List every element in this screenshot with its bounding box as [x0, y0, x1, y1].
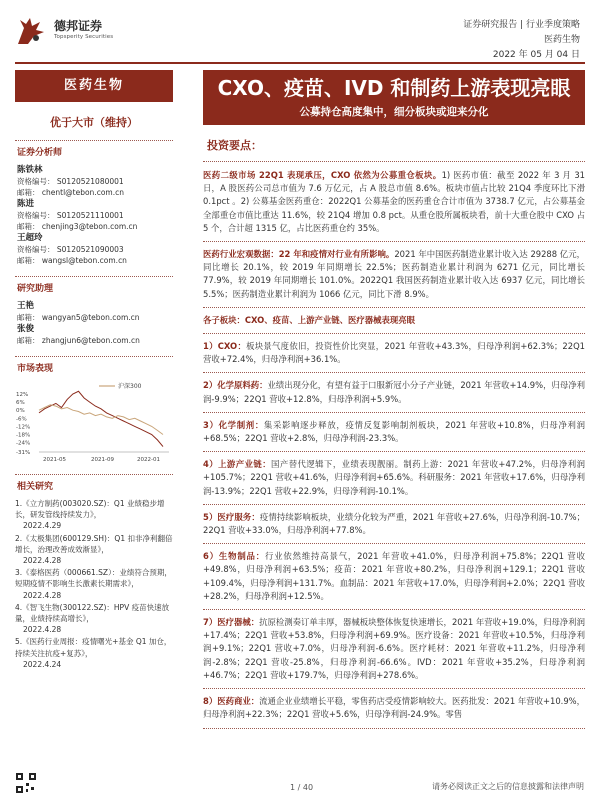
- paragraph-lead: 5）医疗服务：: [203, 511, 260, 522]
- paragraph: [203, 419, 585, 452]
- x-tick-label: 2022-01: [137, 457, 160, 463]
- report-type: 证券研究报告 | 行业季度策略: [463, 20, 580, 30]
- y-tick-label: 12%: [16, 392, 29, 398]
- paragraph-lead: 7）医疗器械：: [203, 617, 260, 628]
- related-text: 4.《智飞生物(300122.SZ)：HPV 疫苗快速放量，业绩持续高增长》，: [15, 602, 170, 624]
- paragraph: [203, 458, 585, 505]
- related-item[interactable]: [15, 602, 173, 636]
- analyst-email[interactable]: 邮箱： wangsl@tebon.com.cn: [17, 256, 127, 265]
- contact-name: 王艳: [17, 301, 35, 311]
- y-tick-label: -12%: [16, 424, 31, 431]
- deer-logo-icon: [14, 14, 48, 48]
- related-date: 2022.4.28: [23, 590, 62, 600]
- paragraph-body: 1) 医药市值：截至 2022 年 3 月 31 日，A 股医药公司总市值为 7.6 万亿元，占 A 股总市值 8.6%。板块市值占比较 21Q4 季度环比下滑 0.1pct 。2) 公募基金医药重仓：2022Q1 公募基金的医药重仓合计市值为 3738.7 亿元，占公募基金全部重仓市值比重达 11.6%，较 21Q4 增加 0.8 pct。从重仓股所属板块看，前十大重仓股中 CXO 占 5 个，合计超 1315 亿，占比医药重仓约 35%。: [203, 170, 585, 233]
- paragraph: [203, 695, 585, 728]
- paragraph: [203, 161, 585, 242]
- contacts-title: 研究助理: [17, 284, 54, 294]
- paragraph-lead: 1）CXO：: [203, 341, 247, 352]
- analyst-name: 陈铁林: [17, 165, 43, 175]
- x-tick-label: 2021-09: [91, 457, 114, 463]
- header-rule: [15, 62, 585, 64]
- paragraph-lead: 各子板块：CXO、疫苗、上游产业链、医疗器械表现亮眼: [203, 314, 416, 325]
- paragraph-lead: 6）生物制品：: [203, 551, 265, 562]
- analyst: [17, 198, 173, 232]
- analyst-email[interactable]: 邮箱： chenjing3@tebon.com.cn: [17, 222, 138, 231]
- paragraph-body: 集采影响逐步释放，疫情反复影响制剂板块，2021 年营收+10.8%，归母净利润+68.5%；22Q1 营收+2.8%，归母净利润-23.3%。: [203, 419, 585, 444]
- y-tick-label: -31%: [16, 450, 31, 456]
- paragraph: [203, 511, 585, 544]
- paragraph-body: 国产替代逻辑下，业绩表现靓丽。制药上游：2021 年营收+47.2%，归母净利润+105.7%；22Q1 营收+41.6%，归母净利润+65.6%。科研服务：2021 年营收+17.6%，归母净利润-13.9%；22Q1 营收+22.9%，归母净利润-10.1%。: [203, 459, 585, 496]
- paragraph-body: 业绩出现分化，有望有益于口服新冠小分子产业链，2021 年营收+14.9%，归母净利润-9.9%；22Q1 营收+12.8%，归母净利润+5.9%。: [203, 380, 585, 404]
- paragraph-body: 抗原检测奏订单丰厚，器械板块整体恢复快速增长，2021 年营收+19.0%，归母净利润+17.4%；22Q1 营收+53.8%，归母净利润+69.9%。医疗设备：2021 年营收+10.5%，归母净利润+9.1%；22Q1 营收+7.0%，归母净利润-6.6%。医疗耗材：2021 年营收+11.2%，归母净利润-2.8%；22Q1 营收-25.8%，归母净利润-66.6%。IVD：2021 年营收+35.2%，归母净利润+46.7%；22Q1 营收+179.7%，归母净利润+278.6%。: [203, 617, 585, 680]
- paragraph-body: 2021 年中国医药制造业累计收入达 29288 亿元，同比增长 20.1%，较 2019 年同期增长 22.5%；医药制造业累计利润为 6271 亿元，同比增长 77.9%，较 2019 年同期增长 101.0%。2022Q1 我国医药制造业累计收入达 6937 亿元，同比增长 5.5%；医药制造业累计利润为 1066 亿元，同比下滑 8.9%。: [203, 249, 585, 299]
- analyst-cert: 资格编号： S0120521080001: [17, 177, 124, 186]
- related-item[interactable]: [15, 533, 173, 567]
- sector-box: 医药生物: [15, 70, 173, 102]
- page-number: 1 / 40: [290, 783, 314, 792]
- related-list: [15, 498, 173, 670]
- qr-code-icon: [15, 772, 37, 794]
- related-item[interactable]: [15, 567, 173, 601]
- x-tick-label: 2021-05: [43, 457, 66, 463]
- market-chart: [15, 380, 173, 468]
- market-title: 市场表现: [17, 364, 54, 374]
- company-logo: [14, 14, 130, 50]
- contact-email[interactable]: 邮箱： wangyan5@tebon.com.cn: [17, 313, 140, 322]
- y-tick-label: 0%: [16, 408, 25, 415]
- rating: 优于大市（维持）: [50, 116, 138, 129]
- title-bar: [203, 70, 585, 125]
- related-title: 相关研究: [17, 482, 54, 492]
- contact-name: 张俊: [17, 324, 35, 334]
- contact: [17, 323, 173, 346]
- analysts-title: 证券分析师: [17, 148, 63, 158]
- y-tick-label: 6%: [16, 400, 25, 407]
- paragraph-body: 行业依然维持高景气，2021 年营收+41.0%，归母净利润+75.8%；22Q1 营收+49.8%，归母净利润+63.5%；疫苗：2021 年营收+80.2%，归母净利润+129.1；22Q1 营收+109.4%，归母净利润+131.7%。血制品：2021 年营收+17.0%，归母净利润+2.0%；22Q1 营收+28.2%，归母净利润+12.5%。: [203, 551, 586, 601]
- related-text: 3.《泰格医药（000661.SZ）：业绩符合预期，短期疫情不影响生长激素长期需求》，: [15, 568, 172, 589]
- analyst: [17, 232, 173, 266]
- paragraph-lead: 3）化学制剂：: [203, 419, 264, 430]
- related-item[interactable]: [15, 636, 173, 670]
- series-line: [39, 391, 163, 446]
- paragraph-body: 流通企业业绩增长平稳，零售药店受疫情影响较大。医药批发：2021 年营收+10.9%，归母净利润+22.3%；22Q1 营收+5.6%，归母净利润-24.9%。零售: [203, 696, 585, 720]
- related-date: 2022.4.29: [23, 521, 62, 531]
- legend-label: 沪深300: [118, 383, 142, 390]
- y-tick-label: -18%: [16, 432, 31, 439]
- analyst: [17, 164, 173, 198]
- logo-name: 德邦证券: [54, 19, 103, 33]
- paragraph-lead: 医药二级市场 22Q1 表现承压，CXO 依然为公募重仓板块。: [203, 170, 442, 180]
- paragraph-body: 板块景气度依旧，投资性价比突显，2021 年营收+43.3%，归母净利润+62.3%；22Q1 营收+72.4%，归母净利润+36.1%。: [203, 341, 585, 365]
- logo-english-name: Topsperity Securities: [54, 34, 114, 40]
- related-text: 2.《太极集团(600129.SH)：Q1 扣非净利翻倍增长，治理改善成效渐显》，: [15, 533, 173, 554]
- market-chart-svg: [15, 380, 173, 468]
- analyst-email[interactable]: 邮箱： chentl@tebon.com.cn: [17, 188, 124, 197]
- contact: [17, 300, 173, 323]
- sidebar: [15, 70, 173, 772]
- analyst-cert: 资格编号： S0120521090003: [17, 245, 124, 254]
- report-title: CXO、疫苗、IVD 和制药上游表现亮眼: [217, 76, 571, 100]
- main-content: [203, 70, 585, 735]
- paragraph-lead: 8）医药商业：: [203, 696, 260, 707]
- related-text: 5.《医药行业周报：疫情曙光+基金 Q1 加仓，持续关注抗疫+复苏》，: [15, 637, 172, 658]
- paragraph: [203, 550, 585, 610]
- paragraph: [203, 379, 585, 412]
- analyst-name: 王超玲: [17, 233, 43, 243]
- paragraph-lead: 4）上游产业链：: [203, 459, 272, 470]
- report-meta: [463, 18, 580, 63]
- related-text: 1.《立方制药(003020.SZ)：Q1 业绩稳步增长，研发管线持续发力》，: [15, 499, 165, 520]
- paragraph: [203, 248, 585, 308]
- paragraph: [203, 340, 585, 373]
- y-tick-label: -24%: [16, 440, 31, 447]
- report-subtitle: 公募持仓高度集中，细分板块或迎来分化: [299, 106, 489, 118]
- paragraph: [203, 314, 585, 334]
- paragraph-lead: 医药行业宏观数据：22 年和疫情对行业有所影响。: [203, 249, 395, 260]
- y-tick-label: -6%: [16, 416, 27, 423]
- related-date: 2022.4.28: [23, 556, 62, 566]
- analyst-cert: 资格编号： S0120521110001: [17, 211, 124, 220]
- highlights-label: 投资要点：: [207, 139, 262, 152]
- related-item[interactable]: [15, 498, 173, 532]
- contact-email[interactable]: 邮箱： zhangjun6@tebon.com.cn: [17, 336, 140, 345]
- analyst-list: [15, 164, 173, 266]
- paragraph-lead: 2）化学原料药：: [203, 380, 268, 391]
- report-industry: 医药生物: [543, 35, 580, 45]
- related-date: 2022.4.24: [23, 659, 62, 669]
- report-date: 2022 年 05 月 04 日: [492, 50, 580, 60]
- disclaimer: 请务必阅读正文之后的信息披露和法律声明: [432, 782, 584, 791]
- related-date: 2022.4.28: [23, 625, 62, 635]
- analyst-name: 陈进: [17, 199, 35, 209]
- paragraph: [203, 616, 585, 689]
- paragraph-body: 疫情持续影响板块，业绩分化较为严重，2021 年营收+27.6%，归母净利润-10.7%；22Q1 营收+33.0%，归母净利润+77.8%。: [203, 511, 586, 536]
- paragraph-list: [203, 161, 585, 729]
